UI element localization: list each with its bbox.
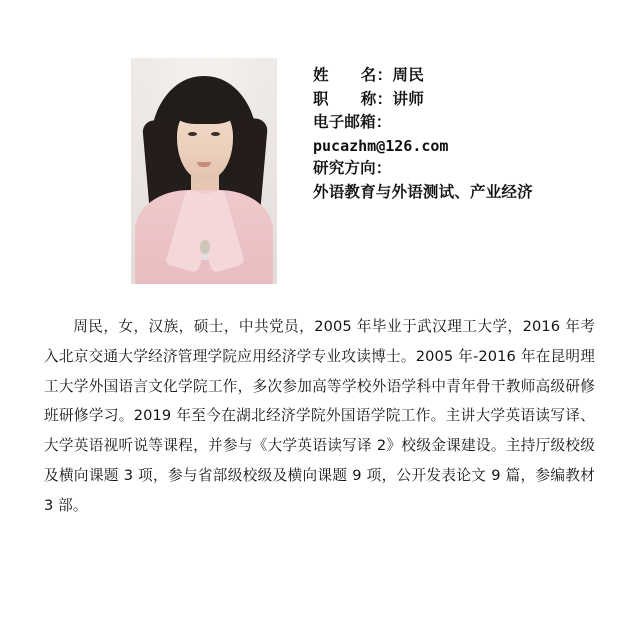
portrait-photo (131, 58, 277, 284)
field-email-label: 电子邮箱： (313, 113, 392, 132)
field-name: 姓 名：周民 (313, 66, 425, 84)
field-email-value: pucazhm@126.com (313, 136, 449, 155)
biography-paragraph: 周民，女，汉族，硕士，中共党员，2005 年毕业于武汉理工大学，2016 年考入北京交通大学经济管理学院应用经济学专业攻读博士。2005 年-2016 年在昆明理工大学外国语言文化学院工作，多次参加高等学校外语学科中青年骨干教师高级研修班研修学习。2019 年至今在湖北经济学院外国语学院工作。主讲大学英语读写译、大学英语视听说等课程，并参与《大学英语读写译 2》校级金课建设。主持厅级校级及横向课题 3 项，参与省部级校级及横向课题 9 项，公开发表论文 9 篇，参编教材 3 部。 (44, 318, 595, 514)
photo-background (131, 58, 277, 284)
field-title: 职 称：讲师 (313, 89, 425, 108)
field-research-value: 外语教育与外语测试、产业经济 (313, 182, 533, 201)
pendant-icon (200, 240, 210, 254)
profile-info (313, 58, 533, 205)
field-research-label: 研究方向： (313, 159, 392, 178)
profile-header (0, 0, 639, 284)
left-eye (188, 132, 197, 136)
right-eye (211, 132, 220, 136)
fringe-shape (171, 88, 239, 124)
